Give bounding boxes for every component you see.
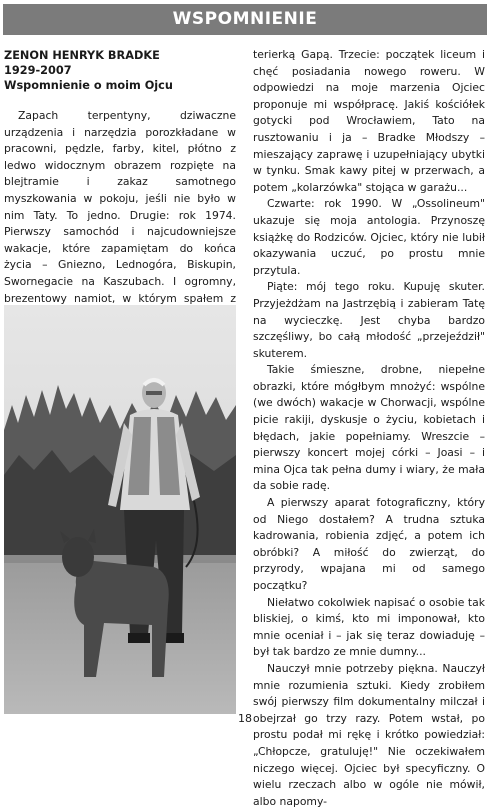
section-banner-title: WSPOMNIENIE (172, 9, 318, 29)
author-years: 1929-2007 (4, 64, 72, 77)
left-column (4, 48, 236, 324)
right-paragraph: Nauczył mnie potrzeby piękna. Nauczył mnie rozumienia sztuki. Kiedy zrobiłem swój pierwszy film dokumentalny milczał i obejrzał go trzy razy. Potem wstał, po prostu podał mi rękę i krótko powiedział: „Chłopcze, gratuluję!" Nie oczekiwałem niczego więcej. Ojciec był specyficzny. O wielu rzeczach albo w ogóle nie mówił, albo napomy- (253, 661, 485, 808)
header-spacer (4, 93, 236, 108)
right-paragraph: terierką Gapą. Trzecie: początek liceum i chęć posiadania nowego roweru. W odpowiedzi na moje marzenia Ojciec proponuje mi współpracę. Jakiś kościółek gotycki pod Wrocławiem, Tato na rusztowaniu i ja – Bradke Młodszy – mieszający zaprawę i uzupełniający ubytki w tynku. Smak kawy pitej w przerwach, a potem „kolarzówka" stojąca w garażu... (253, 48, 485, 194)
memorial-photo (4, 305, 236, 714)
right-paragraph: Czwarte: rok 1990. W „Ossolineum" ukazuje się moja antologia. Przynoszę książkę do Rodziców. Ojciec, który nie lubił okazywania uczuć, po prostu mnie przytula. (253, 197, 485, 277)
author-name: ZENON HENRYK BRADKE (4, 49, 160, 62)
right-column (253, 47, 485, 810)
right-paragraph: Piąte: mój tego roku. Kupuję skuter. Przyjeżdżam na Jastrzębią i zabieram Tatę na wycieczkę. Jest chyba bardzo szczęśliwy, bo całą młodość „przejeździł" skuterem. (253, 280, 485, 360)
left-paragraph: Zapach terpentyny, dziwaczne urządzenia i narzędzia porozkładane w pracowni, pędzle, farby, kitel, płótno z ledwo widocznym obrazem rozpięte na blejtramie i zakaz samotnego myszkowania w pokoju, jeśli nie było w nim Taty. To jedno. Drugie: rok 1974. Pierwszy samochód i najcudowniejsze wakacje, które zapamiętam do końca życia – Gniezno, Lednogóra, Biskupin, Swornegacie na Kaszubach. I ogromny, brezentowy namiot, w którym spałem z (4, 109, 236, 305)
right-paragraph: Niełatwo cokolwiek napisać o osobie tak bliskiej, o kimś, kto mi imponował, kto mnie oceniał i – jak się teraz dowiaduję – był tak bardzo ze mnie dumny... (253, 595, 485, 659)
page-number: 18 (238, 712, 252, 725)
section-banner (3, 4, 487, 35)
article-subtitle: Wspomnienie o moim Ojcu (4, 79, 173, 92)
right-paragraph: Takie śmieszne, drobne, niepełne obrazki, które mógłbym mnożyć: wspólne (we dwóch) wakacje w Chorwacji, wspólne picie rakiji, dyskusje o życiu, kobietach i błędach, jakie popełniamy. Wreszcie – pierwszy koncert mojej córki – Joasi – i mina Ojca tak pełna dumy i wiary, że mała da sobie radę. (253, 363, 485, 493)
right-paragraph: A pierwszy aparat fotograficzny, który od Niego dostałem? A trudna sztuka kadrowania, robienia zdjęć, a potem ich obróbki? A miłość do zwierząt, do przyrody, wpajana mi od samego początku? (253, 496, 485, 592)
